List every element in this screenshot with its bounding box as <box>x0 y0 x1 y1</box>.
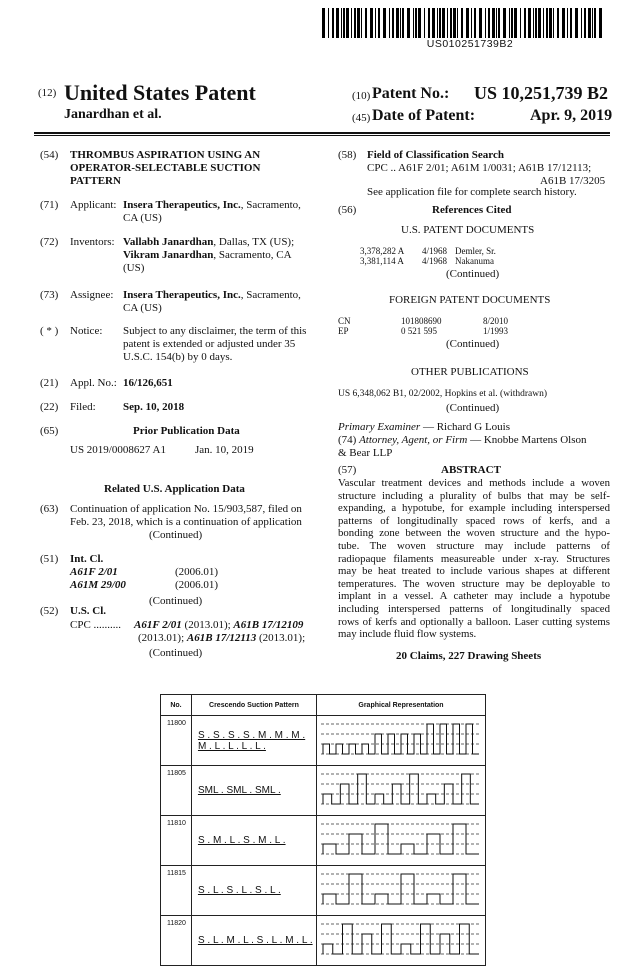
filed-date: Sep. 10, 2018 <box>123 401 185 413</box>
uscl-label: U.S. Cl. <box>70 605 107 617</box>
barcode-bar <box>461 8 463 38</box>
barcode-bar <box>328 8 329 38</box>
barcode-bar <box>383 8 386 38</box>
document-title: United States Patent <box>64 80 256 105</box>
inventor-2: Vikram Janardhan, Sacramento, CA <box>123 249 292 261</box>
barcode-bar <box>570 8 572 38</box>
barcode-bar <box>466 8 469 38</box>
barcode-bar <box>389 8 390 38</box>
barcode-bar <box>543 8 544 38</box>
barcode-bar <box>432 8 435 38</box>
barcode-bar <box>575 8 578 38</box>
applicant-label: Applicant: <box>70 199 117 211</box>
barcode-bar <box>592 8 593 38</box>
barcode-bar <box>479 8 482 38</box>
inventors-short: Janardhan et al. <box>64 107 162 122</box>
abstract-text <box>338 477 610 641</box>
code-10: (10) <box>352 90 371 102</box>
us-doc-row: 3,381,114 A 4/1968 Nakanuma <box>360 256 494 266</box>
barcode-bar <box>528 8 531 38</box>
code-22: (22) <box>40 401 59 413</box>
inventors-label: Inventors: <box>70 236 115 248</box>
pulse-waveform <box>317 716 485 760</box>
barcode-bar <box>346 8 349 38</box>
barcode-bar <box>492 8 495 38</box>
barcode-bar <box>392 8 394 38</box>
abstract-heading: ABSTRACT <box>441 464 501 476</box>
barcode-bar <box>553 8 554 38</box>
examiner: Primary Examiner — Richard G Louis <box>338 421 511 433</box>
assignee: Insera Therapeutics, Inc., Sacramento, <box>123 289 301 301</box>
barcode-bar <box>343 8 345 38</box>
title-line-3: PATTERN <box>70 175 121 187</box>
row-number: 11815 <box>161 866 192 916</box>
barcode-bar <box>524 8 526 38</box>
cpc-line-1: A61F 2/01 (2013.01); A61B 17/12109 <box>134 619 304 631</box>
barcode-bar <box>520 8 521 38</box>
barcode-bar <box>365 8 367 38</box>
table-row <box>161 866 486 916</box>
barcode-bar <box>549 8 552 38</box>
row-graph <box>317 816 486 866</box>
barcode-bar <box>428 8 430 38</box>
applicant-loc: CA (US) <box>123 212 162 224</box>
assignee-label: Assignee: <box>70 289 114 301</box>
continuation-line-1: Continuation of application No. 15/903,587, filed on <box>70 503 302 515</box>
pattern-line: S . M . L . S . M . L . <box>197 835 286 846</box>
inventor-2-loc: (US) <box>123 262 145 274</box>
refs-heading: References Cited <box>432 204 512 216</box>
row-graph <box>317 716 486 766</box>
foreign-row: CN 101808690 8/2010 <box>338 316 509 326</box>
row-graph <box>317 766 486 816</box>
prior-pub-heading: Prior Publication Data <box>133 425 240 437</box>
continuation-more: (Continued) <box>149 529 203 541</box>
barcode-bar <box>503 8 506 38</box>
foreign-list <box>338 316 508 336</box>
barcode-bar <box>354 8 356 38</box>
row-pattern <box>191 916 316 966</box>
code-71: (71) <box>40 199 59 211</box>
barcode-bar <box>474 8 476 38</box>
field-line-2: A61B 17/3205 <box>540 175 606 187</box>
barcode-bar <box>567 8 568 38</box>
abstract-line: Vascular treatment devices and methods include a woven <box>338 477 610 489</box>
barcode-bar <box>450 8 452 38</box>
pulse-waveform <box>317 916 485 960</box>
attorney-line-2: & Bear LLP <box>338 447 393 459</box>
pulse-waveform <box>317 816 485 860</box>
cpc-label: CPC .......... <box>70 619 122 631</box>
barcode-bar <box>332 8 334 38</box>
row-graph <box>317 866 486 916</box>
us-docs-more: (Continued) <box>446 268 500 280</box>
barcode-bar <box>415 8 417 38</box>
pulse-line <box>323 724 479 754</box>
code-58: (58) <box>338 149 357 161</box>
notice-label: Notice: <box>70 325 103 337</box>
table-row <box>161 816 486 866</box>
barcode-bar <box>599 8 602 38</box>
pulse-line <box>323 824 479 854</box>
barcode-bar <box>588 8 591 38</box>
barcode-bar <box>584 8 586 38</box>
barcode-bar <box>533 8 534 38</box>
barcode-bar <box>514 8 517 38</box>
title-line-1: THROMBUS ASPIRATION USING AN <box>70 149 261 161</box>
barcode-bar <box>341 8 342 38</box>
prior-pub-no: US 2019/0008627 A1 <box>70 444 166 456</box>
field-heading: Field of Classification Search <box>367 149 504 161</box>
barcode-bar <box>424 8 425 38</box>
table-row <box>161 916 486 966</box>
barcode-bar <box>453 8 456 38</box>
col-pattern: Crescendo Suction Pattern <box>191 695 316 716</box>
intcl-2: A61M 29/00 <box>70 579 126 591</box>
code-12: (12) <box>38 87 57 99</box>
abstract-line: may include fluid flow systems. <box>338 628 477 641</box>
foreign-more: (Continued) <box>446 338 500 350</box>
code-51: (51) <box>40 553 59 565</box>
row-pattern <box>191 766 316 816</box>
code-73: (73) <box>40 289 59 301</box>
notice-line-1: Subject to any disclaimer, the term of this <box>123 325 307 337</box>
abstract-line: patterns of longitudinally spaced rows of kerfs, and a <box>338 514 610 527</box>
cpc-line-2: (2013.01); A61B 17/12113 (2013.01); <box>138 632 306 644</box>
notice-line-2: patent is extended or adjusted under 35 <box>123 338 296 350</box>
barcode-bar <box>496 8 497 38</box>
abstract-line: radiopaque filaments measureable under x-ray. Structures <box>338 552 610 565</box>
intcl-1-version: (2006.01) <box>175 566 219 578</box>
row-pattern <box>191 866 316 916</box>
barcode-bar <box>498 8 500 38</box>
barcode-bar <box>322 8 325 38</box>
field-line-3: See application file for complete search history. <box>367 186 577 198</box>
pattern-line: SML . SML . SML . <box>197 785 281 796</box>
barcode-bar <box>370 8 373 38</box>
col-graph: Graphical Representation <box>317 695 486 716</box>
pulse-line <box>323 874 479 904</box>
barcode-bar <box>418 8 421 38</box>
barcode-bar <box>357 8 360 38</box>
code-56: (56) <box>338 204 357 216</box>
code-57: (57) <box>338 464 357 476</box>
barcode-bar <box>402 8 404 38</box>
barcode-bar <box>538 8 541 38</box>
other-pub-line: US 6,348,062 B1, 02/2002, Hopkins et al. (withdrawn) <box>338 389 547 399</box>
barcode-bar <box>439 8 441 38</box>
abstract-line: tube. The woven structure may include patterns of <box>338 539 610 552</box>
code-52: (52) <box>40 605 59 617</box>
barcode-bar <box>485 8 486 38</box>
barcode-bar <box>488 8 490 38</box>
table-row <box>161 766 486 816</box>
barcode-bar <box>535 8 537 38</box>
cpc-more: (Continued) <box>149 647 203 659</box>
abstract-line: expanding, a hypotube, for example including interspersed <box>338 502 610 515</box>
pattern-line: S . L . S . L . S . L . <box>197 885 281 896</box>
abstract-line: implant in a vessel. A catheter may include a hypotube <box>338 590 610 603</box>
patent-no-label: Patent No.: <box>372 85 450 102</box>
row-number: 11800 <box>161 716 192 766</box>
pattern-line: M . L . L . L . L . <box>197 740 266 752</box>
patent-date: Apr. 9, 2019 <box>530 107 613 124</box>
barcode-bar <box>511 8 513 38</box>
pulse-waveform <box>317 766 485 810</box>
barcode-bar <box>336 8 339 38</box>
pulse-line <box>323 774 479 804</box>
barcode-bar <box>509 8 510 38</box>
abstract-line: bonding zone between the woven structure and the hypo- <box>338 527 610 540</box>
related-heading: Related U.S. Application Data <box>104 483 245 495</box>
foreign-heading: FOREIGN PATENT DOCUMENTS <box>389 294 551 306</box>
us-doc-row: 3,378,282 A 4/1968 Demler, Sr. <box>360 246 496 256</box>
abstract-line: including interspersed patterns of longitudinally spaced <box>338 602 610 615</box>
title-line-2: OPERATOR-SELECTABLE SUCTION <box>70 162 261 174</box>
barcode-bar <box>361 8 362 38</box>
intcl-more: (Continued) <box>149 595 203 607</box>
barcode-bar <box>396 8 399 38</box>
code-72: (72) <box>40 236 59 248</box>
appl-no: 16/126,651 <box>123 377 173 389</box>
code-63: (63) <box>40 503 59 515</box>
publication-number: US010251739B2 <box>426 38 514 50</box>
barcode-bar <box>351 8 352 38</box>
intcl-1: A61F 2/01 <box>70 566 118 578</box>
barcode <box>322 8 604 38</box>
patent-no: US 10,251,739 B2 <box>474 83 609 103</box>
abstract-line: may be heat treated to include various shapes at different <box>338 565 610 578</box>
barcode-bar <box>378 8 380 38</box>
barcode-bar <box>562 8 565 38</box>
notice-line-3: U.S.C. 154(b) by 0 days. <box>123 351 233 363</box>
prior-pub-date: Jan. 10, 2019 <box>195 444 254 456</box>
code-21: (21) <box>40 377 59 389</box>
header-rule-thin <box>34 135 610 136</box>
code-45: (45) <box>352 112 371 124</box>
code-54: (54) <box>40 149 59 161</box>
barcode-bar <box>447 8 448 38</box>
row-pattern <box>191 816 316 866</box>
pattern-line: S . S . S . S . M . M . M . <box>197 729 306 741</box>
code-65: (65) <box>40 425 59 437</box>
abstract-line: structure including a plurality of bulbs that may be self- <box>338 489 610 502</box>
pattern-line: S . L . M . L . S . L . M . L . <box>197 935 313 946</box>
us-docs-list <box>360 246 496 266</box>
abstract-line: temperatures. The woven structure may be deployable to <box>338 577 610 590</box>
filed-label: Filed: <box>70 401 96 413</box>
attorney: (74) Attorney, Agent, or Firm — Knobbe Martens Olson <box>338 434 587 446</box>
assignee-loc: CA (US) <box>123 302 162 314</box>
inventor-1: Vallabh Janardhan, Dallas, TX (US); <box>123 236 295 248</box>
row-number: 11805 <box>161 766 192 816</box>
barcode-bar <box>546 8 548 38</box>
other-pub-heading: OTHER PUBLICATIONS <box>411 366 529 378</box>
barcode-bar <box>471 8 472 38</box>
other-pub-more: (Continued) <box>446 402 500 414</box>
barcode-bar <box>437 8 438 38</box>
barcode-bar <box>442 8 445 38</box>
continuation-line-2: Feb. 23, 2018, which is a continuation of application <box>70 516 302 528</box>
table-row <box>161 716 486 766</box>
suction-pattern-table <box>160 694 486 946</box>
foreign-row: EP 0 521 595 1/1993 <box>338 326 509 336</box>
code-notice: ( * ) <box>40 325 59 337</box>
intcl-label: Int. Cl. <box>70 553 104 565</box>
field-line-1: CPC .. A61F 2/01; A61M 1/0031; A61B 17/12113; <box>367 162 592 174</box>
date-label: Date of Patent: <box>372 107 476 124</box>
barcode-bar <box>581 8 582 38</box>
applicant: Insera Therapeutics, Inc., Sacramento, <box>123 199 301 211</box>
col-no: No. <box>161 695 192 716</box>
us-docs-heading: U.S. PATENT DOCUMENTS <box>401 224 535 236</box>
barcode-bar <box>413 8 414 38</box>
barcode-bar <box>375 8 376 38</box>
pulse-waveform <box>317 866 485 910</box>
header-rule <box>34 132 610 134</box>
row-number: 11810 <box>161 816 192 866</box>
barcode-bar <box>457 8 458 38</box>
table-header <box>161 695 486 716</box>
appl-label: Appl. No.: <box>70 377 117 389</box>
row-number: 11820 <box>161 916 192 966</box>
barcode-bar <box>407 8 410 38</box>
barcode-bar <box>557 8 559 38</box>
intcl-2-version: (2006.01) <box>175 579 219 591</box>
abstract-line: rows of kerfs and optionally a balloon. Laser cutting systems <box>338 615 610 628</box>
row-pattern <box>191 716 316 766</box>
barcode-bar <box>594 8 596 38</box>
barcode-bar <box>400 8 401 38</box>
row-graph <box>317 916 486 966</box>
claims-summary: 20 Claims, 227 Drawing Sheets <box>396 650 542 662</box>
